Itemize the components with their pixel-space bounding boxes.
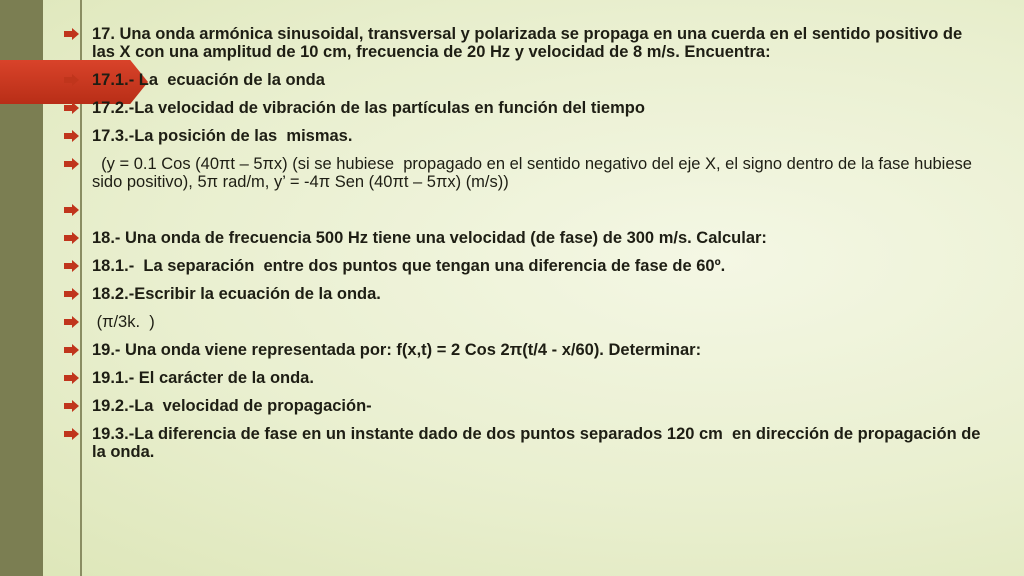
arrow-bullet-icon: [62, 285, 92, 303]
arrow-bullet-icon: [62, 229, 92, 247]
list-item: [62, 229, 982, 247]
item-text: 17.3.-La posición de las mismas.: [92, 127, 353, 145]
arrow-bullet-icon: [62, 25, 92, 43]
arrow-bullet-icon: [62, 369, 92, 387]
arrow-bullet-icon: [62, 155, 92, 173]
arrow-bullet-icon: [62, 425, 92, 443]
list-item: [62, 369, 982, 387]
slide-body: [62, 25, 986, 471]
item-text: 18.- Una onda de frecuencia 500 Hz tiene una velocidad (de fase) de 300 m/s. Calcular:: [92, 229, 767, 247]
item-text: 17. Una onda armónica sinusoidal, transversal y polarizada se propaga en una cuerda en el sentido positivo de las X con una amplitud de 10 cm, frecuencia de 20 Hz y velocidad de 8 m/s. Encuentra:: [92, 25, 967, 61]
item-text: 19.3.-La diferencia de fase en un instante dado de dos puntos separados 120 cm en dirección de propagación de la onda.: [92, 425, 986, 461]
arrow-bullet-icon: [62, 99, 92, 117]
list-item: [62, 341, 982, 359]
item-text: 19.- Una onda viene representada por: f(x,t) = 2 Cos 2π(t/4 - x/60). Determinar:: [92, 341, 702, 359]
list-item: [62, 313, 982, 331]
list-item: [62, 397, 982, 415]
item-text: 18.1.- La separación entre dos puntos que tengan una diferencia de fase de 60º.: [92, 257, 726, 275]
list-item: [62, 425, 986, 461]
arrow-bullet-icon: [62, 71, 92, 89]
list-item: [62, 71, 982, 89]
item-text: 17.1.- La ecuación de la onda: [92, 71, 325, 89]
arrow-bullet-icon: [62, 257, 92, 275]
arrow-bullet-icon: [62, 127, 92, 145]
item-text: 17.2.-La velocidad de vibración de las partículas en función del tiempo: [92, 99, 645, 117]
list-item: [62, 155, 982, 191]
list-item: [62, 25, 982, 61]
arrow-bullet-icon: [62, 201, 92, 219]
item-text: (π/3k. ): [92, 313, 155, 331]
item-text: 18.2.-Escribir la ecuación de la onda.: [92, 285, 381, 303]
list-item: [62, 99, 982, 117]
list-item: [62, 127, 982, 145]
item-text: 19.1.- El carácter de la onda.: [92, 369, 314, 387]
arrow-bullet-icon: [62, 313, 92, 331]
item-text: (y = 0.1 Cos (40πt – 5πx) (si se hubiese propagado en el sentido negativo del eje X, el signo dentro de la fase hubiese sido positivo), 5π rad/m, y’ = -4π Sen (40πt – 5πx) (m/s)): [92, 155, 977, 191]
arrow-bullet-icon: [62, 341, 92, 359]
item-text: 19.2.-La velocidad de propagación-: [92, 397, 372, 415]
list-item: [62, 201, 982, 219]
list-item: [62, 257, 982, 275]
arrow-bullet-icon: [62, 397, 92, 415]
list-item: [62, 285, 982, 303]
